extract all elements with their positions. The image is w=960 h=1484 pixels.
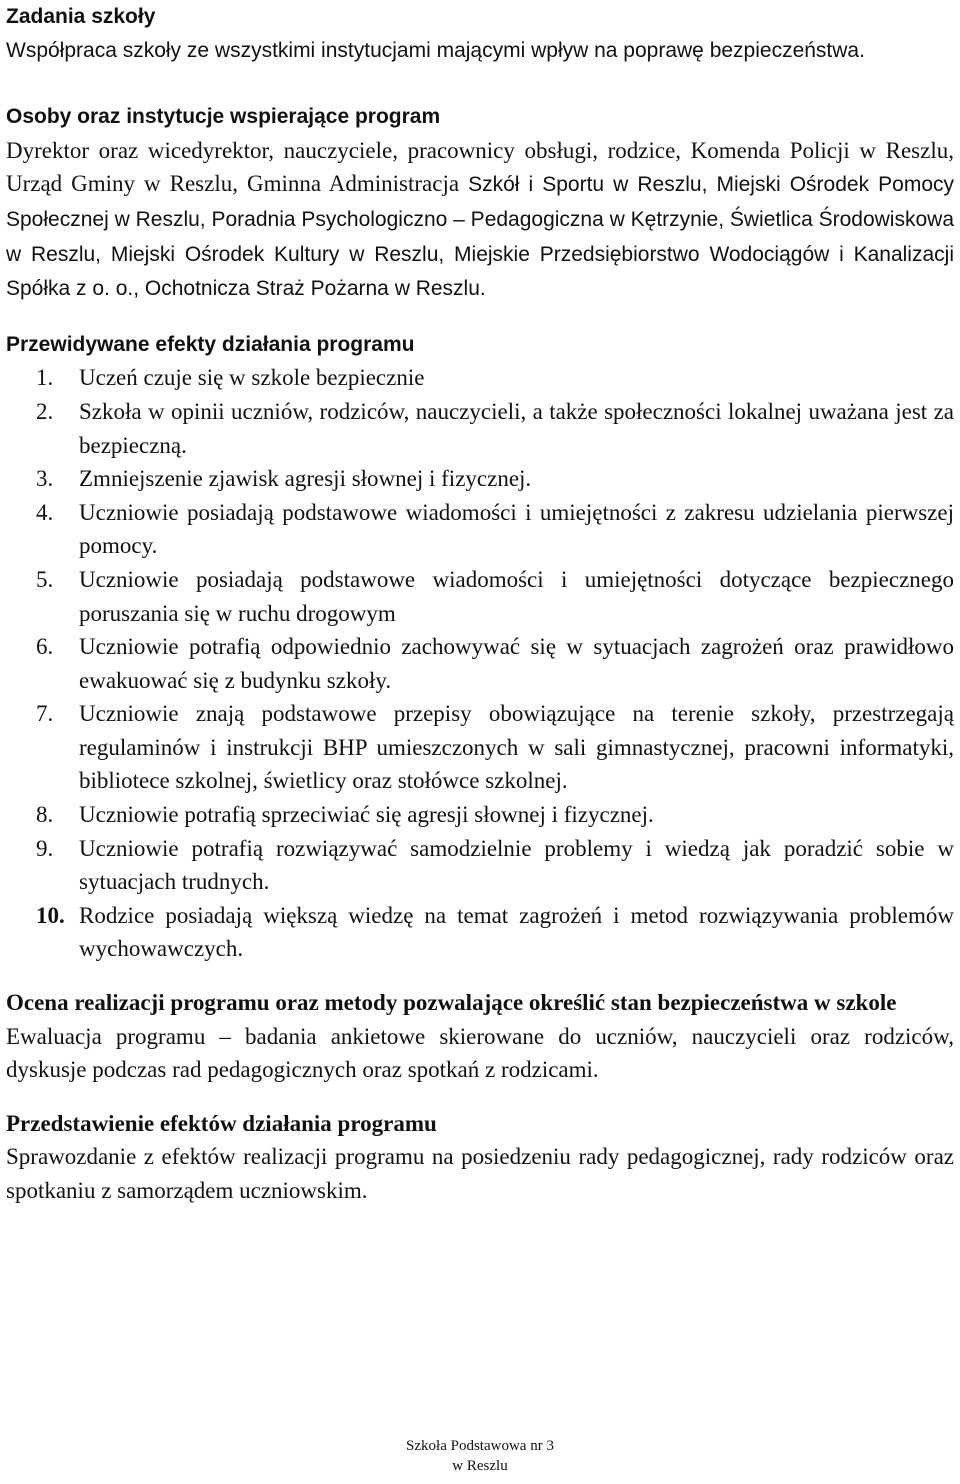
list-item-number: 7. (36, 701, 54, 727)
supporters-text-serif: Dyrektor oraz wicedyrektor, nauczyciele, pracownicy obsługi, rodzice, Komenda Policji w Reszlu, Urząd Gminy w Reszlu, Gminna Administracja (6, 137, 954, 197)
list-item-text: Szkoła w opinii uczniów, rodziców, nauczycieli, a także społeczności lokalnej uważana jest za bezpieczną. (79, 398, 954, 458)
document-page (6, 0, 954, 1208)
page-footer (0, 1436, 960, 1476)
supporters-text-sans: Szkół i Sportu w Reszlu, Miejski Ośrodek Pomocy Społecznej w Reszlu, Poradnia Psychologiczno – Pedagogiczna w Kętrzynie, Świetlica Środowiskowa w Reszlu, Miejski Ośrodek Kultury w Reszlu, Miejskie Przedsiębiorstwo Wodociągów i Kanalizacji Spółka z o. o., Ochotnicza Straż Pożarna w Reszlu. (6, 173, 954, 301)
list-item-text: Uczniowie znają podstawowe przepisy obowiązujące na terenie szkoły, przestrzegają regulaminów i instrukcji BHP umieszczonych w sali gimnastycznej, pracowni informatyki, bibliotece szkolnej, świetlicy oraz stołówce szkolnej. (79, 701, 954, 794)
presentation-text: Sprawozdanie z efektów realizacji programu na posiedzeniu rady pedagogicznej, rady rodziców oraz spotkaniu z samorządem uczniowskim. (6, 1144, 954, 1203)
footer-school-town: w Reszlu (452, 1458, 508, 1474)
list-item-text: Uczniowie posiadają podstawowe wiadomości i umiejętności dotyczące bezpiecznego poruszania się w ruchu drogowym (79, 566, 954, 626)
list-item-text: Zmniejszenie zjawisk agresji słownej i fizycznej. (79, 466, 532, 492)
list-item-number: 6. (36, 634, 54, 660)
list-item (6, 462, 954, 496)
list-item (6, 361, 954, 395)
list-item-text: Uczniowie potrafią sprzeciwiać się agresji słownej i fizycznej. (79, 802, 654, 828)
list-item (6, 563, 954, 630)
list-item-text: Uczeń czuje się w szkole bezpiecznie (79, 365, 425, 391)
list-item-number: 1. (36, 365, 54, 391)
list-item-text: Rodzice posiadają większą wiedzę na temat zagrożeń i metod rozwiązywania problemów wychowawczych. (79, 902, 954, 962)
list-item (6, 798, 954, 832)
section-title-supporters: Osoby oraz instytucje wspierające program (6, 105, 441, 129)
effects-list (6, 361, 954, 966)
list-item-text: Uczniowie potrafią rozwiązywać samodzielnie problemy i wiedzą jak poradzić sobie w sytuacjach trudnych. (79, 835, 954, 895)
list-item-number: 4. (36, 499, 54, 525)
section-presentation (6, 1107, 954, 1208)
section-title-school-tasks: Zadania szkoły (6, 5, 156, 28)
list-item-number: 10. (36, 902, 65, 928)
section-title-presentation: Przedstawienie efektów działania programu (6, 1110, 437, 1136)
list-item (6, 832, 954, 899)
list-item-number: 2. (36, 398, 54, 424)
list-item-number: 8. (36, 802, 54, 828)
list-item (6, 496, 954, 563)
list-item-number: 3. (36, 466, 54, 492)
list-item (6, 899, 954, 966)
section-school-tasks (6, 0, 954, 67)
supporters-paragraph (6, 134, 954, 306)
section-evaluation (6, 986, 954, 1087)
section-title-evaluation: Ocena realizacji programu oraz metody pozwalające określić stan bezpieczeństwa w szkole (6, 990, 897, 1016)
list-item (6, 630, 954, 697)
evaluation-text: Ewaluacja programu – badania ankietowe skierowane do uczniów, nauczycieli oraz rodziców, dyskusje podczas rad pedagogicznych oraz spotkań z rodzicami. (6, 1023, 954, 1083)
section-title-effects: Przewidywane efekty działania programu (6, 332, 415, 356)
list-item-number: 5. (36, 566, 54, 592)
section-effects (6, 328, 954, 966)
list-item-number: 9. (36, 835, 54, 861)
school-tasks-text: Współpraca szkoły ze wszystkimi instytucjami mającymi wpływ na poprawę bezpieczeństwa. (6, 38, 865, 62)
list-item (6, 395, 954, 462)
section-supporters (6, 100, 954, 306)
list-item-text: Uczniowie potrafią odpowiednio zachowywać się w sytuacjach zagrożeń oraz prawidłowo ewakuować się z budynku szkoły. (79, 634, 954, 693)
list-item-text: Uczniowie posiadają podstawowe wiadomości i umiejętności z zakresu udzielania pierwszej pomocy. (79, 499, 954, 559)
footer-school-name: Szkoła Podstawowa nr 3 (406, 1438, 554, 1454)
list-item (6, 697, 954, 798)
